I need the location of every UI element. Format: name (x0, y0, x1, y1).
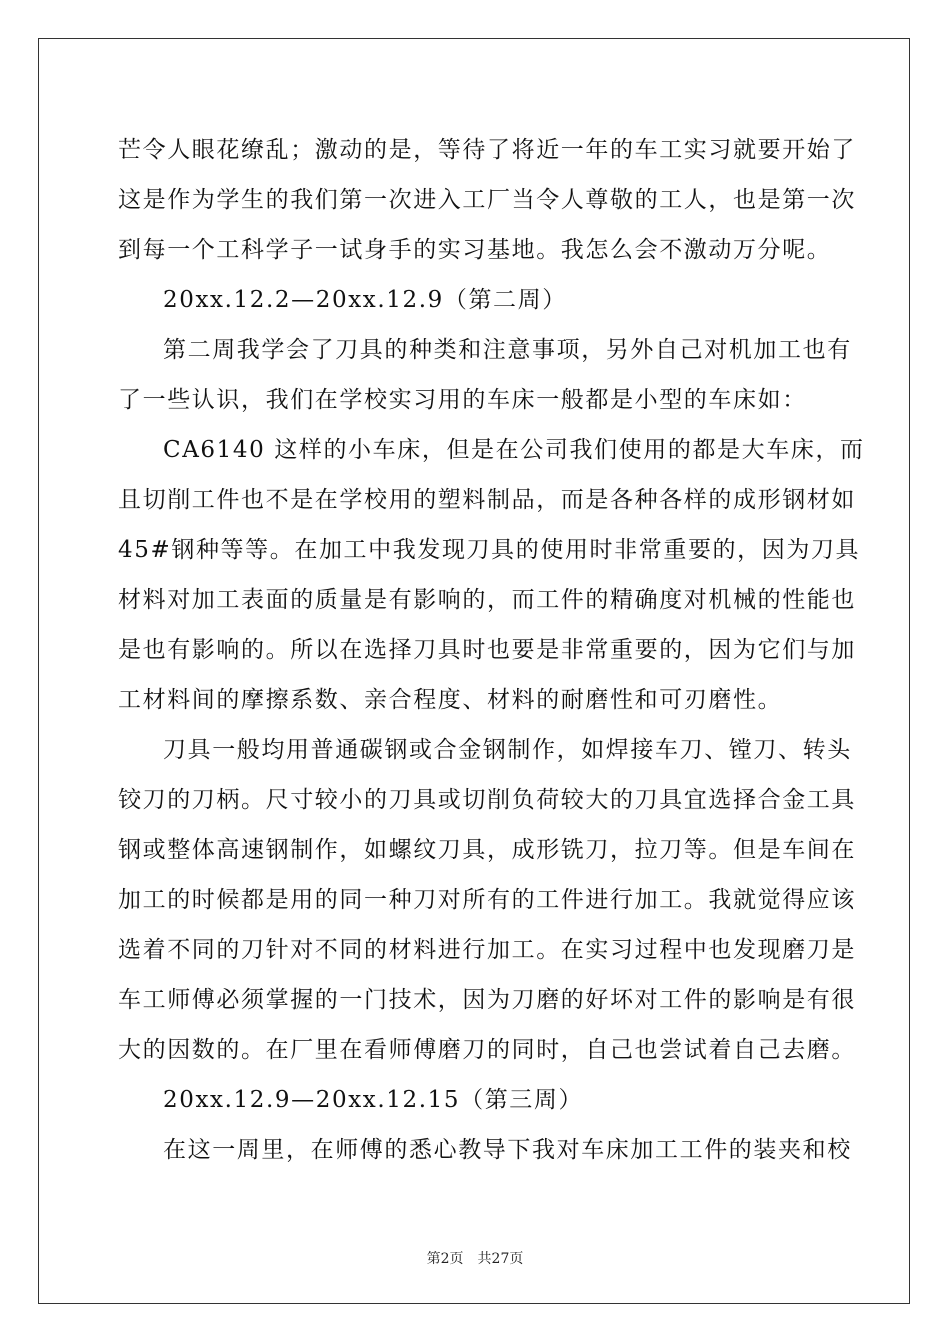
text-line: 大的因数的。在厂里在看师傅磨刀的同时，自己也尝试着自己去磨。 (118, 1037, 856, 1063)
text-line: 第二周我学会了刀具的种类和注意事项，另外自己对机加工也有 (163, 337, 852, 363)
text-line: 45#钢种等等。在加工中我发现刀具的使用时非常重要的，因为刀具 (118, 537, 861, 563)
text-line: 了一些认识，我们在学校实习用的车床一般都是小型的车床如： (118, 387, 807, 413)
text-line: 到每一个工科学子一试身手的实习基地。我怎么会不激动万分呢。 (118, 237, 832, 263)
text-line: 在这一周里，在师傅的悉心教导下我对车床加工工件的装夹和校 (163, 1137, 852, 1163)
text-line: 铰刀的刀柄。尺寸较小的刀具或切削负荷较大的刀具宜选择合金工具 (118, 787, 856, 813)
text-line: 材料对加工表面的质量是有影响的，而工件的精确度对机械的性能也 (118, 587, 856, 613)
text-line: 加工的时候都是用的同一种刀对所有的工件进行加工。我就觉得应该 (118, 887, 856, 913)
text-line: 是也有影响的。所以在选择刀具时也要是非常重要的，因为它们与加 (118, 637, 856, 663)
text-line: 且切削工件也不是在学校用的塑料制品，而是各种各样的成形钢材如 (118, 487, 856, 513)
section-date: 20xx.12.9—20xx.12.15（第三周） (163, 1087, 584, 1113)
section-date: 20xx.12.2—20xx.12.9（第二周） (163, 287, 567, 313)
text-line: 车工师傅必须掌握的一门技术，因为刀磨的好坏对工件的影响是有很 (118, 987, 856, 1013)
text-line: 这是作为学生的我们第一次进入工厂当令人尊敬的工人，也是第一次 (118, 187, 856, 213)
text-line: 刀具一般均用普通碳钢或合金钢制作，如焊接车刀、镗刀、转头 (163, 737, 852, 763)
text-line: 工材料间的摩擦系数、亲合程度、材料的耐磨性和可刃磨性。 (118, 687, 783, 713)
text-line: 选着不同的刀针对不同的材料进行加工。在实习过程中也发现磨刀是 (118, 937, 856, 963)
text-line: 芒令人眼花缭乱；激动的是，等待了将近一年的车工实习就要开始了 (118, 137, 856, 163)
text-line: 钢或整体高速钢制作，如螺纹刀具，成形铣刀，拉刀等。但是车间在 (118, 837, 856, 863)
text-line: CA6140 这样的小车床，但是在公司我们使用的都是大车床，而 (163, 437, 865, 463)
page-footer: 第2页 共27页 (426, 1251, 524, 1267)
